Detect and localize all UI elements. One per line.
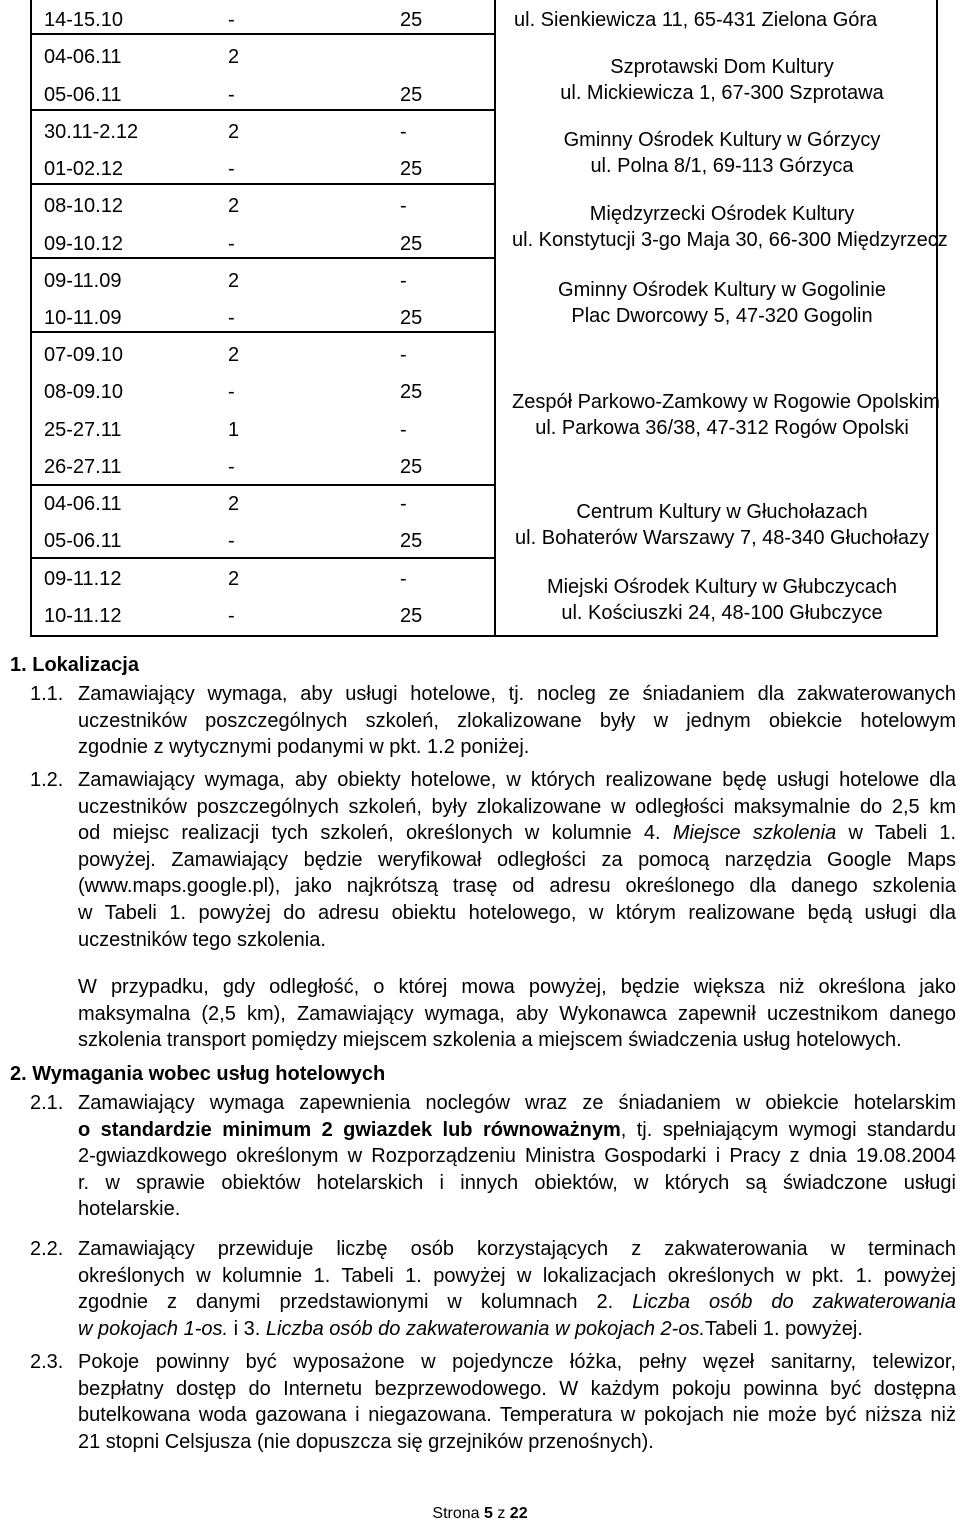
paragraph-number: 1.1. [30,683,64,705]
paragraph-2-3 [78,1349,956,1455]
row-count-single: 2 [228,344,240,366]
text-line: bezpłatny dostęp do Internetu bezprzewodowego. W każdym pokoju powinna być dostępna [78,1377,956,1400]
row-date: 09-11.12 [44,568,122,590]
row-date: 08-09.10 [44,381,123,403]
row-date: 01-02.12 [44,158,123,180]
row-date: 10-11.12 [44,605,122,627]
text-line: r. w sprawie obiektów hotelarskich i innych obiektów, w których są świadczone usługi [78,1171,956,1194]
row-count-double: - [400,568,407,590]
page-number: 5 [484,1505,493,1522]
text-segment: i 3. [228,1317,266,1340]
schedule-table [30,0,948,637]
row-date: 25-27.11 [44,419,122,441]
location-address: ul. Mickiewicza 1, 67-300 Szprotawa [560,82,884,104]
italic-term: Miejsce szkolenia [672,822,837,845]
table-row-divider [32,484,494,486]
text-line: zgodnie z wytycznymi podanymi w pkt. 1.2 poniżej. [78,736,530,759]
location-name: ul. Sienkiewicza 11, 65-431 Zielona Góra [514,9,878,31]
row-count-single: 2 [228,270,240,292]
row-date: 04-06.11 [44,46,122,68]
row-count-double: - [400,493,407,515]
text-segment: zgodnie z danymi przedstawionymi w kolumnach 2. [78,1291,614,1314]
row-count-single: 2 [228,568,240,590]
text-line [78,1289,956,1316]
row-date: 04-06.11 [44,493,122,515]
row-count-single: - [228,605,235,627]
row-date: 30.11-2.12 [44,121,139,143]
row-count-single: 2 [228,46,240,68]
table-row-divider [32,33,494,35]
text-line: W przypadku, gdy odległość, o której mowa powyżej, będzie większa niż określona jako [78,976,956,998]
location-address: ul. Bohaterów Warszawy 7, 48-340 Głuchołazy [515,527,929,549]
italic-term: Liczba osób do zakwaterowania w pokojach 2-os. [265,1317,706,1340]
row-count-single: - [228,9,235,31]
paragraph-number: 1.2. [30,769,64,791]
row-count-single: - [228,307,235,329]
table-row-divider [32,109,494,111]
training-location [512,389,940,441]
paragraph-1-2-continued [78,974,956,1054]
location-name: Międzyrzecki Ośrodek Kultury [589,203,855,225]
row-date: 07-09.10 [44,344,123,366]
row-count-single: - [228,84,235,106]
training-location [512,574,932,626]
text-line: Zamawiający wymaga zapewnienia noclegów wraz ze śniadaniem w obiekcie hotelarskim [78,1092,956,1114]
row-count-single: 2 [228,195,240,217]
text-line: powyżej. Zamawiający będzie weryfikował odległości za pomocą narzędzia Google Maps [78,848,956,871]
text-line: butelkowana woda gazowana i niegazowana. Temperatura w pokojach nie może być niższa niż [78,1404,956,1427]
footer-separator: z [492,1505,510,1522]
row-count-double: 25 [400,233,423,255]
training-location [512,277,932,329]
footer-label: Strona [432,1505,484,1522]
text-line: Zamawiający wymaga, aby obiekty hotelowe, w których realizowane będę usługi hotelowe dla [78,769,956,791]
row-count-double: 25 [400,307,423,329]
text-line [78,1316,956,1343]
paragraph-1-2 [78,767,956,953]
row-date: 10-11.09 [44,307,122,329]
text-line [78,1117,956,1144]
row-count-double: 25 [400,9,423,31]
row-count-single: - [228,456,235,478]
page-footer [0,1505,960,1523]
row-count-double: 25 [400,381,423,403]
row-count-double: 25 [400,84,423,106]
row-date: 05-06.11 [44,84,122,106]
row-count-double: - [400,344,407,366]
text-line: 21 stopni Celsjusza (nie dopuszcza się grzejników przenośnych). [78,1430,654,1453]
row-count-single: 1 [228,419,240,441]
row-count-single: 2 [228,493,240,515]
text-line: 2-gwiazdkowego określonym w Rozporządzeniu Ministra Gospodarki i Pracy z dnia 19.08.2004 [78,1145,956,1168]
location-name: Centrum Kultury w Głuchołazach [576,501,868,523]
location-name: Gminny Ośrodek Kultury w Gogolinie [558,279,886,301]
paragraph-number: 2.1. [30,1092,64,1114]
text-line: w Tabeli 1. powyżej do adresu obiektu hotelowego, w którym realizowane będą usługi dla [78,901,956,924]
text-line: szkolenia transport pomiędzy miejscem szkolenia a miejscem świadczenia usług hotelowych. [78,1029,902,1052]
text-segment: w Tabeli 1. [848,822,956,845]
row-count-single: - [228,381,235,403]
paragraph-number: 2.2. [30,1238,64,1260]
location-name: Miejski Ośrodek Kultury w Głubczycach [546,576,898,598]
text-line: Zamawiający wymaga, aby usługi hotelowe, tj. nocleg ze śniadaniem dla zakwaterowanych [78,683,956,705]
location-name: Szprotawski Dom Kultury [610,56,834,78]
row-count-double: 25 [400,158,423,180]
row-count-double: - [400,419,407,441]
row-count-double: - [400,270,407,292]
text-line: uczestników tego szkolenia. [78,928,326,951]
text-line: Zamawiający przewiduje liczbę osób korzystających z zakwaterowania w terminach [78,1238,956,1260]
row-count-double: - [400,121,407,143]
text-line: (www.maps.google.pl), jako najkrótszą trasę od adresu określonego dla danego szkolenia [78,875,956,898]
text-segment: od miejsc realizacji tych szkoleń, określonych w kolumnie 4. [78,822,661,845]
row-date: 08-10.12 [44,195,123,217]
page-total: 22 [509,1505,528,1522]
text-segment: Tabeli 1. powyżej. [705,1317,863,1340]
row-count-single: - [228,530,235,552]
row-date: 09-10.12 [44,233,123,255]
row-date: 05-06.11 [44,530,122,552]
location-address: ul. Polna 8/1, 69-113 Górzyca [590,155,854,177]
italic-term: Liczba osób do zakwaterowania [632,1291,956,1314]
text-line: Pokoje powinny być wyposażone w pojedyncze łóżka, pełny węzeł sanitarny, telewizor, [78,1351,956,1373]
location-address: ul. Konstytucji 3-go Maja 30, 66-300 Międzyrzecz [512,229,948,251]
paragraph-2-2 [78,1236,956,1342]
training-location [512,499,932,551]
training-location [512,201,948,253]
text-line: uczestników poszczególnych szkoleń, były zlokalizowane w odległości maksymalnie do 2,5 km [78,795,956,818]
row-date: 09-11.09 [44,270,122,292]
location-name: Gminny Ośrodek Kultury w Górzycy [563,129,881,151]
row-date: 14-15.10 [44,9,123,31]
paragraph-number: 2.3. [30,1351,64,1373]
text-line: maksymalna (2,5 km), Zamawiający wymaga, aby Wykonawca zapewnił uczestnikom danego [78,1002,956,1025]
text-line [78,820,956,847]
training-location [514,7,934,33]
training-location [512,54,932,106]
location-address: Plac Dworcowy 5, 47-320 Gogolin [571,305,873,327]
table-column-divider [494,0,496,635]
row-count-double: 25 [400,530,423,552]
paragraph-2-1 [78,1090,956,1223]
section-heading-lokalizacja: 1. Lokalizacja [10,654,139,676]
row-count-double: 25 [400,605,423,627]
row-count-double: 25 [400,456,423,478]
text-line: hotelarskie. [78,1198,181,1221]
row-count-single: - [228,233,235,255]
location-address: ul. Parkowa 36/38, 47-312 Rogów Opolski [535,417,909,439]
text-segment: , tj. spełniającym wymogi standardu [620,1118,956,1141]
table-row-divider [32,183,494,185]
row-count-single: 2 [228,121,240,143]
italic-term: w pokojach 1-os. [78,1317,229,1340]
table-row-divider [32,257,494,259]
table-row-divider [32,331,494,333]
text-line: uczestników poszczególnych szkoleń, zlokalizowane były w jednym obiekcie hotelowym [78,709,956,732]
section-heading-wymagania: 2. Wymagania wobec usług hotelowych [10,1063,386,1085]
bold-term: o standardzie minimum 2 gwiazdek lub równoważnym [78,1118,621,1141]
location-address: ul. Kościuszki 24, 48-100 Głubczyce [561,602,883,624]
row-count-single: - [228,158,235,180]
text-line: określonych w kolumnie 1. Tabeli 1. powyżej w lokalizacjach określonych w pkt. 1. powyżej [78,1264,956,1287]
row-date: 26-27.11 [44,456,122,478]
row-count-double: - [400,195,407,217]
table-row-divider [32,557,494,559]
location-name: Zespół Parkowo-Zamkowy w Rogowie Opolskim [512,391,940,413]
training-location [512,127,932,179]
paragraph-1-1 [78,681,956,761]
